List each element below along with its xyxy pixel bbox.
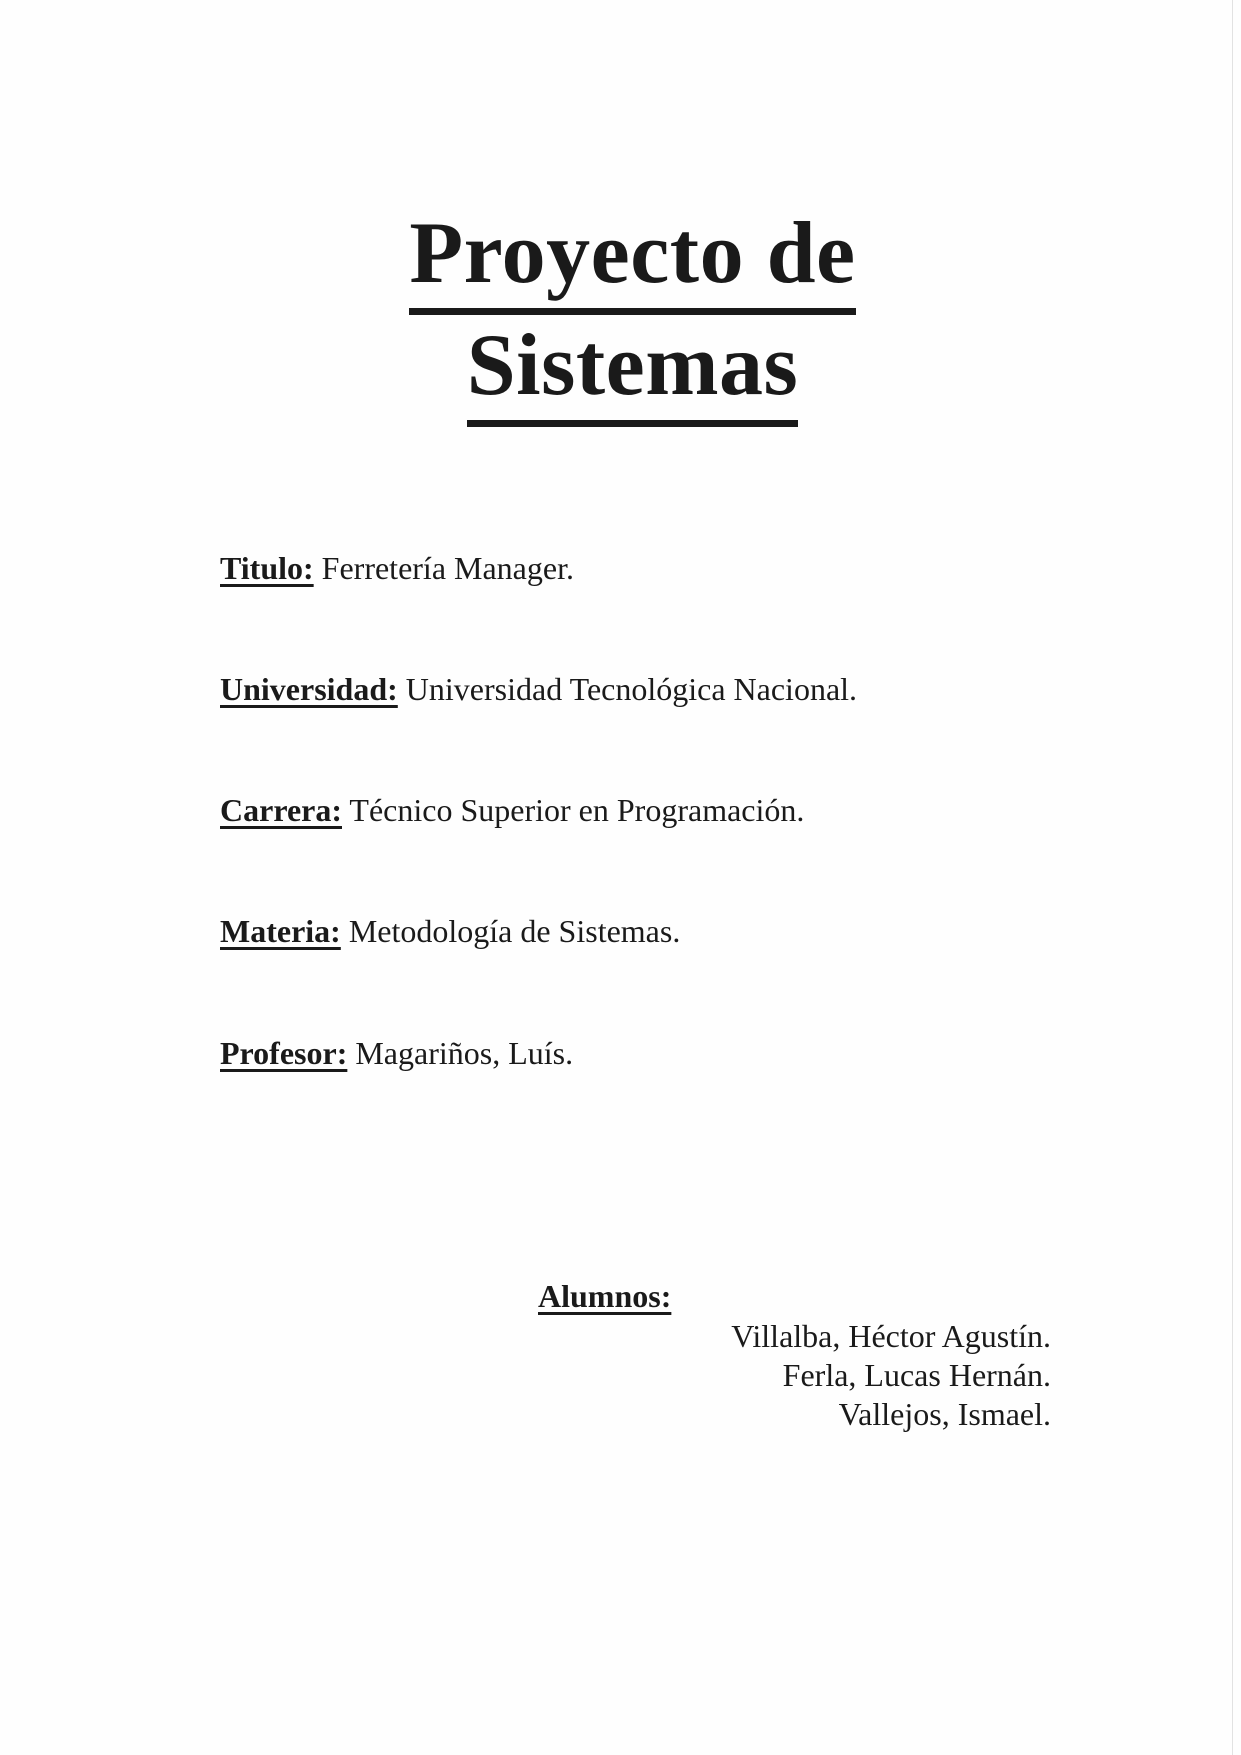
field-value: Magariños, Luís. [355, 1035, 574, 1071]
field-titulo [220, 548, 574, 588]
title-line-1: Proyecto de [409, 200, 855, 315]
field-label: Carrera: [220, 792, 342, 828]
student-name: Ferla, Lucas Hernán. [782, 1357, 1051, 1393]
field-carrera [220, 790, 804, 830]
document-title [0, 200, 1241, 424]
field-materia [220, 911, 680, 951]
students-list [731, 1317, 1051, 1434]
field-label: Profesor: [220, 1035, 348, 1071]
field-value: Ferretería Manager. [321, 550, 574, 586]
field-label: Materia: [220, 913, 341, 949]
student-name: Vallejos, Ismael. [838, 1396, 1051, 1432]
field-value: Técnico Superior en Programación. [349, 792, 805, 828]
field-universidad [220, 669, 857, 709]
students-label: Alumnos: [538, 1278, 672, 1314]
field-value: Universidad Tecnológica Nacional. [405, 671, 858, 707]
field-label: Titulo: [220, 550, 314, 586]
field-label: Universidad: [220, 671, 398, 707]
title-line-2: Sistemas [467, 312, 799, 427]
student-name: Villalba, Héctor Agustín. [731, 1318, 1051, 1354]
field-profesor [220, 1033, 573, 1073]
field-value: Metodología de Sistemas. [348, 913, 681, 949]
